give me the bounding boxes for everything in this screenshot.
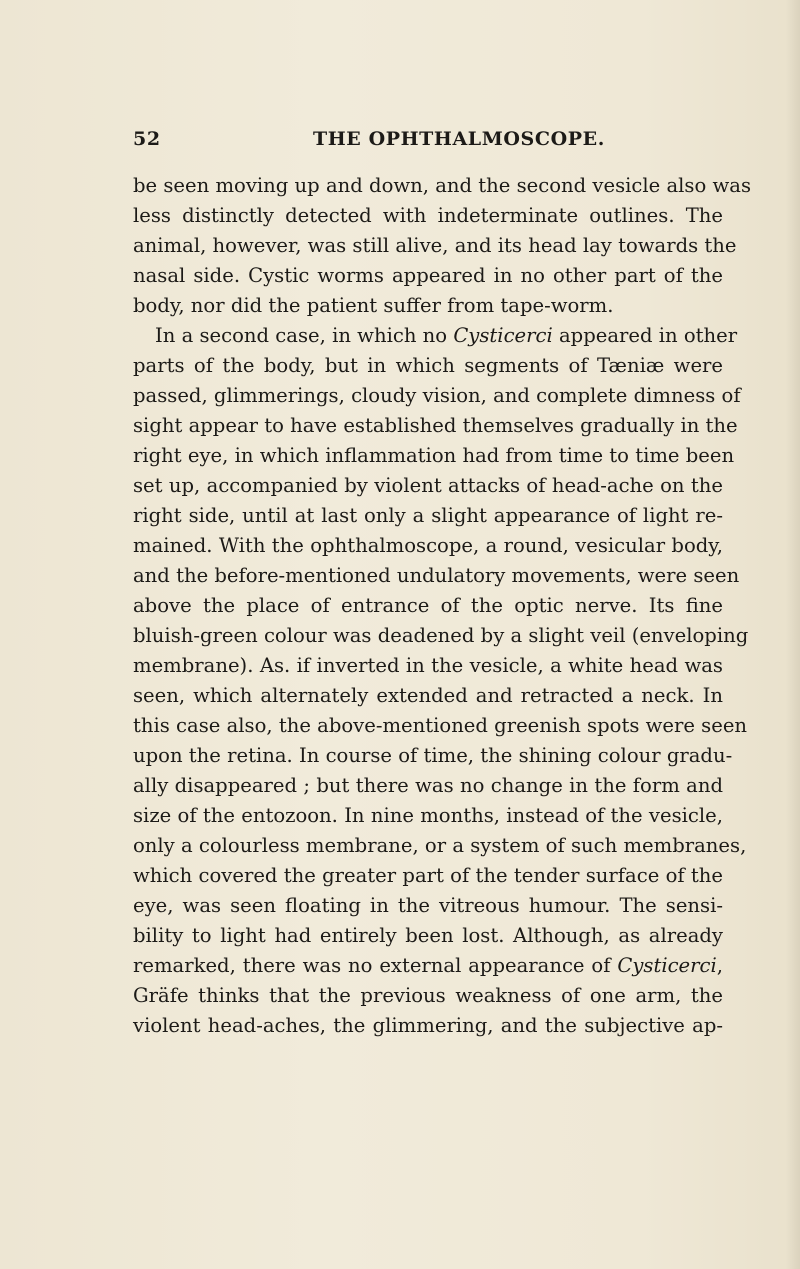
text-line: violent head-aches, the glimmering, and the subjective ap- (133, 1014, 723, 1037)
text-line: ally disappeared ; but there was no change in the form and (133, 774, 723, 797)
text-line: this case also, the above-mentioned greenish spots were seen (133, 714, 748, 737)
text-line: size of the entozoon. In nine months, instead of the vesicle, (133, 804, 723, 827)
body-text (133, 171, 751, 1041)
text-line: membrane). As. if inverted in the vesicle, a white head was (133, 654, 723, 677)
page-edge-shadow (786, 0, 800, 1269)
running-title: THE OPHTHALMOSCOPE. (313, 128, 605, 150)
text-line: parts of the body, but in which segments of Tæniæ were (133, 354, 723, 377)
text-line: mained. With the ophthalmoscope, a round, vesicular body, (133, 534, 723, 557)
text-line: Gräfe thinks that the previous weakness of one arm, the (133, 984, 723, 1007)
text-line: upon the retina. In course of time, the shining colour gradu- (133, 744, 733, 767)
text-line: animal, however, was still alive, and its head lay towards the (133, 234, 737, 257)
text-line: seen, which alternately extended and retracted a neck. In (133, 684, 723, 707)
text-line: and the before-mentioned undulatory movements, were seen (133, 564, 740, 587)
italic-term: Cysticerci (617, 954, 717, 977)
running-head (133, 128, 723, 158)
text-line: remarked, there was no external appearance of Cysticerci, (133, 954, 723, 977)
page-number: 52 (133, 128, 161, 150)
text-line: above the place of entrance of the optic nerve. Its fine (133, 594, 723, 617)
text-line: right eye, in which inflammation had from time to time been (133, 444, 735, 467)
text-line: be seen moving up and down, and the second vesicle also was (133, 174, 751, 197)
text-line: In a second case, in which no Cysticerci appeared in other (155, 324, 738, 347)
text-line: body, nor did the patient suffer from tape-worm. (133, 294, 614, 317)
text-line: passed, glimmerings, cloudy vision, and complete dimness of (133, 384, 741, 407)
italic-term: Cysticerci (453, 324, 553, 347)
text-line: bluish-green colour was deadened by a slight veil (enveloping (133, 624, 749, 647)
text-line: only a colourless membrane, or a system of such membranes, (133, 834, 747, 857)
text-line: right side, until at last only a slight appearance of light re- (133, 504, 723, 527)
text-line: eye, was seen floating in the vitreous humour. The sensi- (133, 894, 723, 917)
text-line: sight appear to have established themselves gradually in the (133, 414, 738, 437)
text-line: less distinctly detected with indeterminate outlines. The (133, 204, 723, 227)
text-line: which covered the greater part of the tender surface of the (133, 864, 723, 887)
text-line: bility to light had entirely been lost. Although, as already (133, 924, 723, 947)
text-line: set up, accompanied by violent attacks of head-ache on the (133, 474, 723, 497)
text-line: nasal side. Cystic worms appeared in no other part of the (133, 264, 723, 287)
